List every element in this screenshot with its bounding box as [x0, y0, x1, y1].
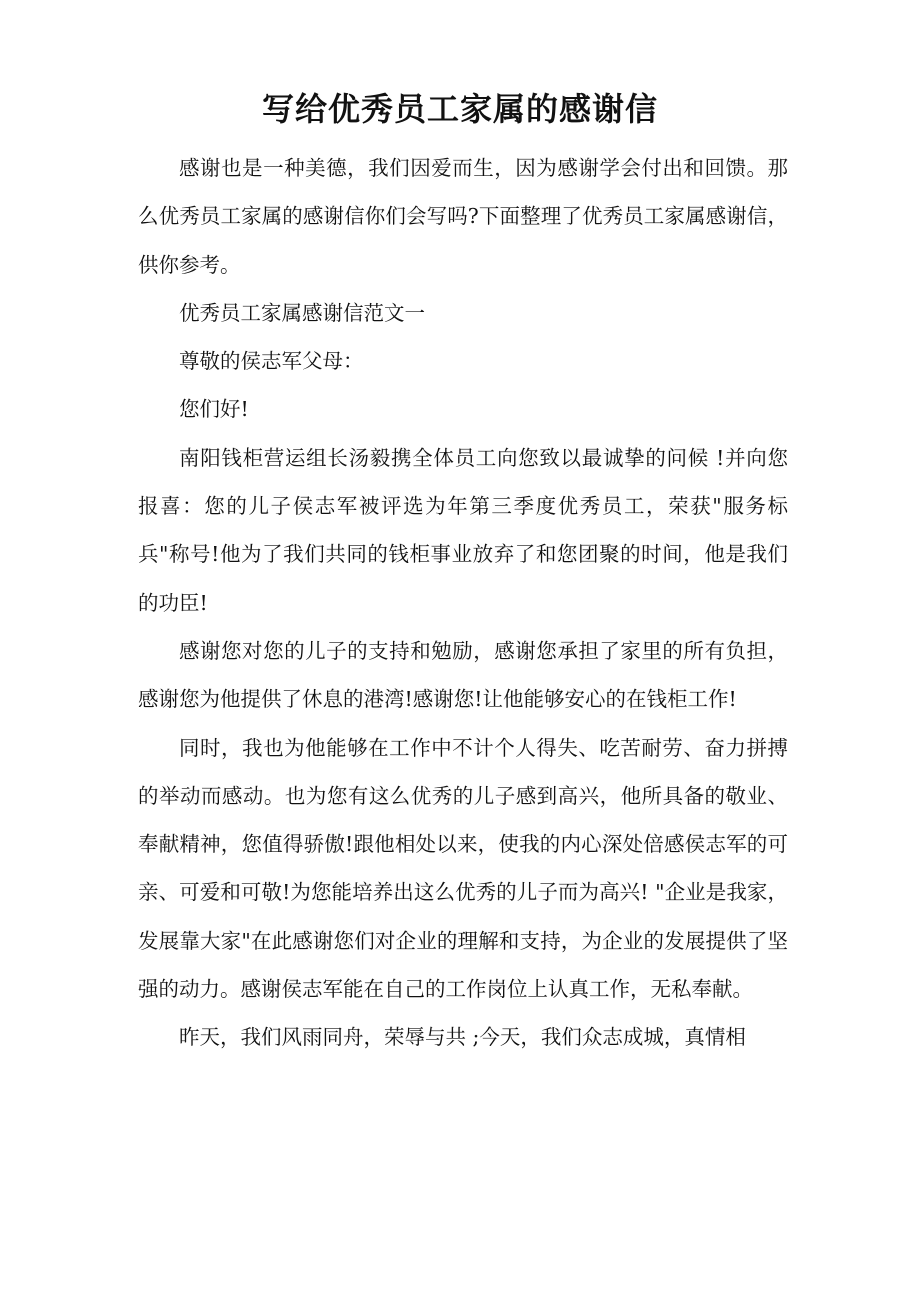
paragraph-salutation: 尊敬的侯志军父母：	[179, 349, 364, 374]
paragraph-greeting: 您们好!	[179, 397, 249, 422]
paragraph-closing-partial: 昨天，我们风雨同舟，荣辱与共 ;今天，我们众志成城，真情相	[179, 1025, 746, 1050]
paragraph-praise: 同时，我也为他能够在工作中不计个人得失、吃苦耐劳、奋力拼搏的举动而感动。也为您有这么优秀的儿子感到高兴，他所具备的敬业、奉献精神，您值得骄傲!跟他相处以来，使我的内心深处倍感侯志军的可亲、可爱和可敬!为您能培养出这么优秀的儿子而为高兴! "企业是我家，发展靠大家"在此感谢您们对企业的理解和支持，为企业的发展提供了坚强的动力。感谢侯志军能在自己的工作岗位上认真工作，无私奉献。	[138, 735, 788, 1002]
document-title: 写给优秀员工家属的感谢信	[261, 90, 658, 128]
paragraph-thanks: 感谢您对您的儿子的支持和勉励，感谢您承担了家里的所有负担，感谢您为他提供了休息的港湾!感谢您!让他能够安心的在钱柜工作!	[138, 638, 788, 712]
document-body	[138, 144, 788, 1062]
paragraph-sample-heading: 优秀员工家属感谢信范文一	[179, 300, 425, 325]
paragraph-announcement: 南阳钱柜营运组长汤毅携全体员工向您致以最诚挚的问候 !并向您报喜：您的儿子侯志军被评选为年第三季度优秀员工，荣获"服务标兵"称号!他为了我们共同的钱柜事业放弃了和您团聚的时间，他是我们的功臣!	[138, 445, 788, 615]
paragraph-intro: 感谢也是一种美德，我们因爱而生，因为感谢学会付出和回馈。那么优秀员工家属的感谢信你们会写吗?下面整理了优秀员工家属感谢信，供你参考。	[138, 156, 788, 277]
